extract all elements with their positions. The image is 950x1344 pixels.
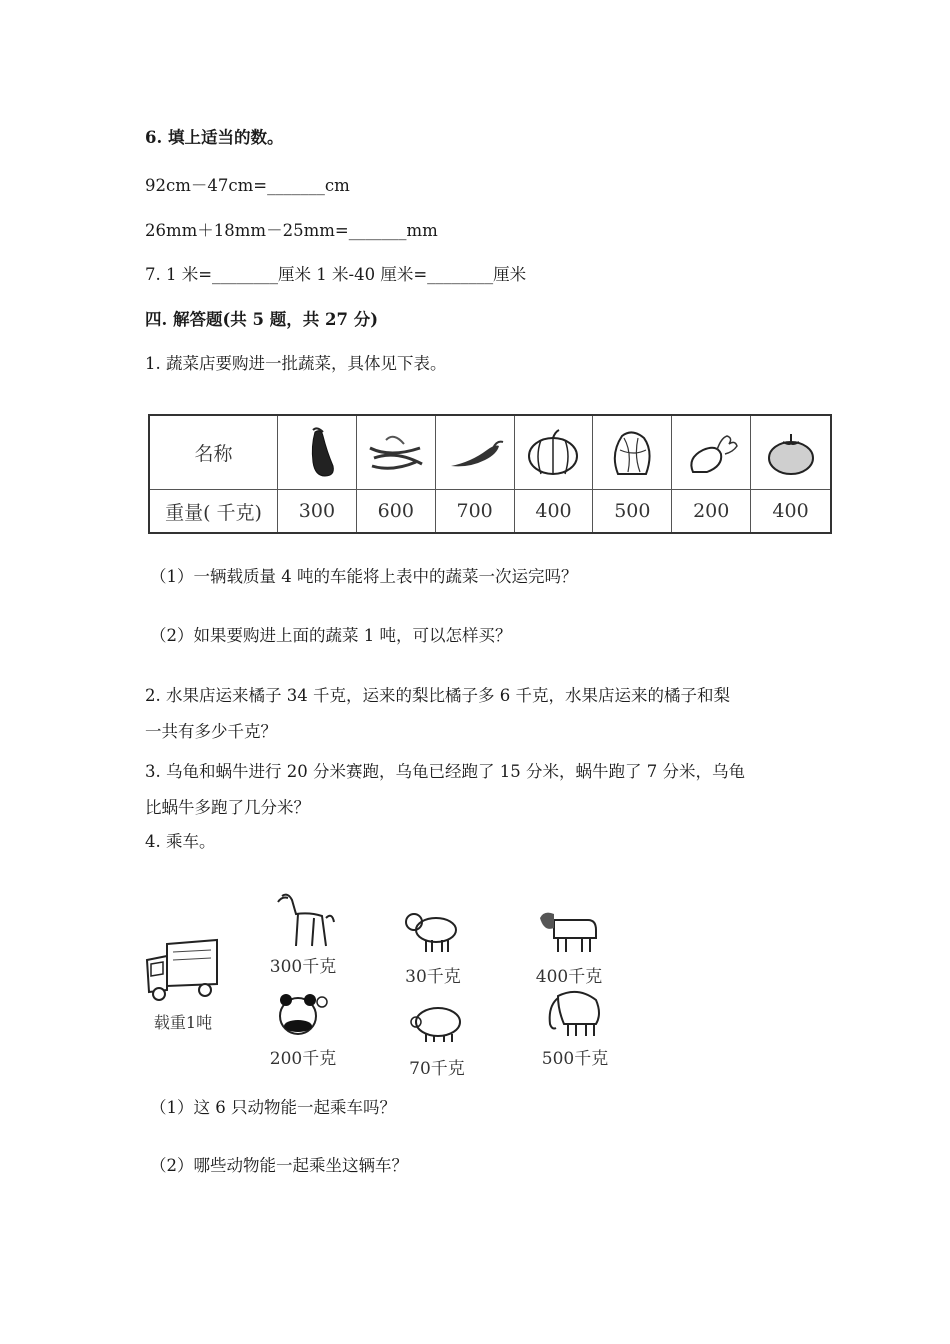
animal-weight: 300千克	[269, 957, 337, 977]
question-6-line-1: 92cm－47cm=_______cm	[145, 176, 350, 195]
problem-1-sub-2: （2）如果要购进上面的蔬菜 1 吨，可以怎样买？	[150, 626, 512, 645]
question-6-title: 6. 填上适当的数。	[145, 128, 284, 147]
table-cell-weight: 700	[436, 490, 515, 532]
question-6-line-2: 26mm＋18mm－25mm=_______mm	[145, 221, 438, 240]
pig-icon	[402, 992, 472, 1052]
animal-cow	[534, 900, 604, 987]
animal-weight: 30千克	[405, 967, 461, 987]
truck-icon	[143, 938, 223, 1004]
animal-weight: 400千克	[535, 967, 603, 987]
problem-3-line-1: 3. 乌龟和蜗牛进行 20 分米赛跑，乌龟已经跑了 15 分米，蜗牛跑了 7 分米，乌龟	[145, 762, 745, 781]
table-cell-weight: 400	[772, 500, 809, 522]
problem-4-text: 4. 乘车。	[145, 832, 216, 851]
animal-panda	[268, 982, 338, 1069]
table-cell-weight: 200	[672, 490, 751, 532]
question-7: 7. 1 米=________厘米 1 米-40 厘米=________厘米	[145, 265, 527, 284]
green-beans-icon	[357, 416, 436, 490]
elephant-icon	[540, 982, 610, 1042]
animal-weight: 200千克	[269, 1049, 337, 1069]
truck	[143, 938, 223, 1033]
cow-icon	[534, 900, 604, 960]
eggplant-icon	[278, 416, 357, 490]
problem-4-sub-1: （1）这 6 只动物能一起乘车吗？	[150, 1098, 396, 1117]
horse-icon	[268, 890, 338, 950]
problem-3-line-2: 比蜗牛多跑了几分米？	[145, 798, 310, 817]
problem-1-text: 1. 蔬菜店要购进一批蔬菜，具体见下表。	[145, 354, 447, 373]
animal-pig	[402, 992, 472, 1079]
tomato-icon	[751, 416, 830, 490]
animal-elephant	[540, 982, 610, 1069]
truck-label: 载重1吨	[153, 1013, 213, 1032]
table-cell-weight: 600	[357, 490, 436, 532]
table-header-name: 名称	[150, 416, 278, 490]
sheep-icon	[398, 900, 468, 960]
section-heading: 四. 解答题(共 5 题，共 27 分)	[145, 310, 379, 329]
table-cell-weight: 300	[278, 490, 357, 532]
animal-weight: 70千克	[409, 1059, 465, 1079]
problem-2-line-1: 2. 水果店运来橘子 34 千克，运来的梨比橘子多 6 千克，水果店运来的橘子和梨	[145, 686, 730, 705]
animal-sheep	[398, 900, 468, 987]
animal-horse	[268, 890, 338, 977]
vegetable-table	[148, 414, 832, 534]
chili-pepper-icon	[436, 416, 515, 490]
problem-2-line-2: 一共有多少千克？	[145, 722, 277, 741]
cabbage-icon	[593, 416, 672, 490]
pumpkin-icon	[515, 416, 594, 490]
radish-icon	[672, 416, 751, 490]
problem-4-sub-2: （2）哪些动物能一起乘坐这辆车？	[150, 1156, 408, 1175]
table-header-weight: 重量( 千克)	[150, 490, 278, 532]
panda-icon	[268, 982, 338, 1042]
table-cell-weight: 500	[593, 490, 672, 532]
problem-1-sub-1: （1）一辆载质量 4 吨的车能将上表中的蔬菜一次运完吗？	[150, 567, 578, 586]
animal-weight: 500千克	[541, 1049, 609, 1069]
table-cell-weight: 400	[515, 490, 594, 532]
